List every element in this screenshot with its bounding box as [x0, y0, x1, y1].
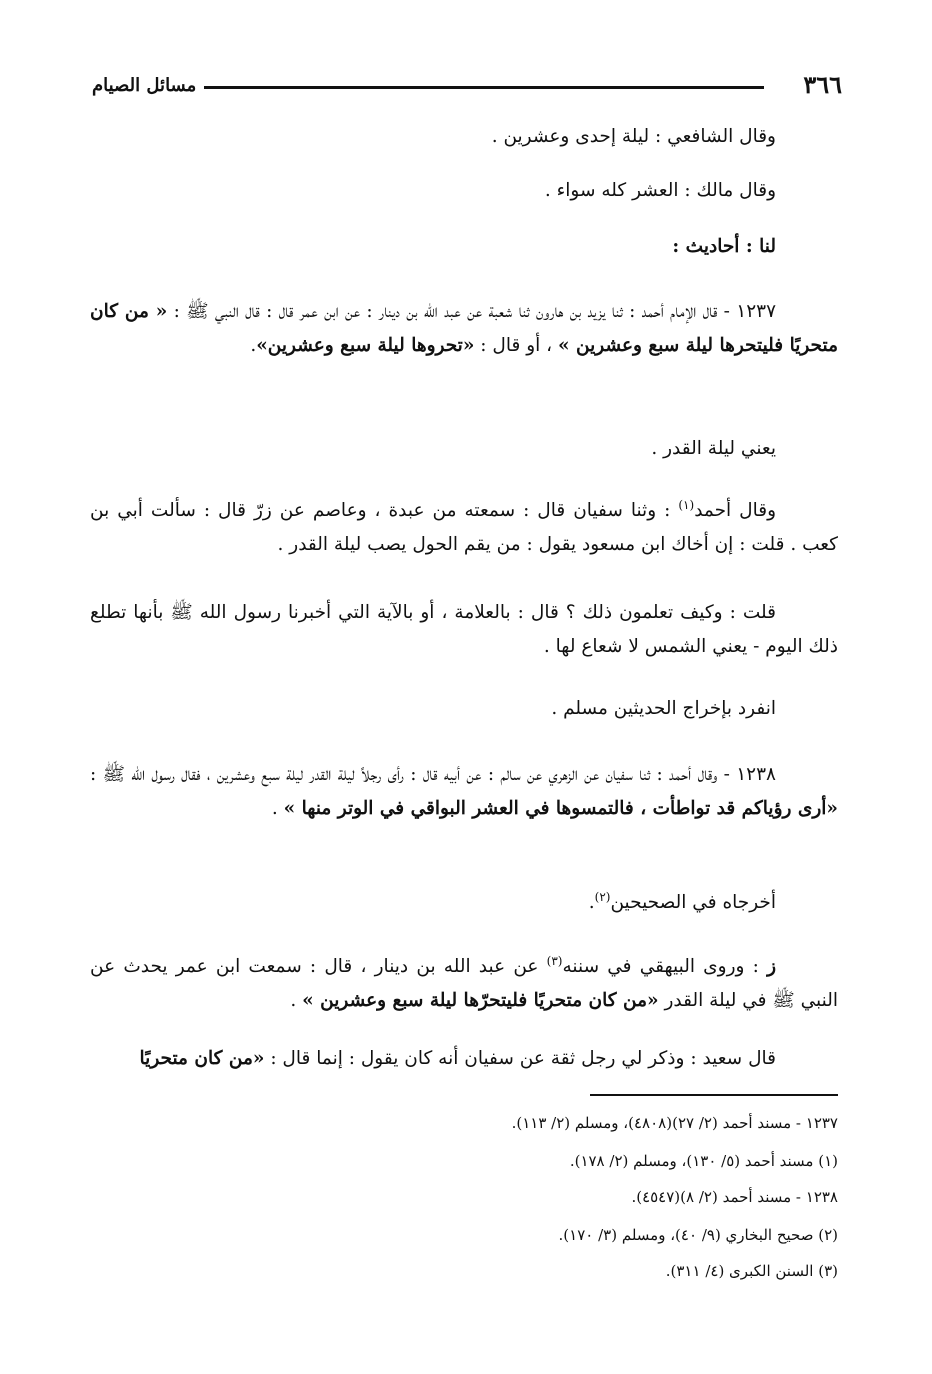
footnote-ref: (٢): [594, 889, 611, 904]
running-header: [92, 70, 842, 104]
hadith-quote: «من كان متحريًا فليتحرّها ليلة سبع وعشرين »: [302, 990, 659, 1011]
paragraph-text: وقال أحمد: [694, 500, 777, 521]
footnote-1237: [300, 1112, 838, 1134]
hadith-1237: [90, 295, 838, 363]
paragraph-bayhaqi: [90, 950, 838, 1018]
addition-mark: ز: [767, 956, 777, 977]
paragraph-text: قلت : وكيف تعلمون ذلك ؟ قال : بالعلامة ، أو بالآية التي أخبرنا رسول الله ﷺ بأنها تطلع ذلك اليوم - يعني الشمس لا شعاع لها .: [90, 602, 838, 657]
hadith-quote: «تحروها ليلة سبع وعشرين»: [256, 335, 475, 356]
paragraph-text: : وثنا سفيان قال : سمعته من عبدة ، وعاصم عن زرّ قال : سألت أبي بن كعب . قلت : إن أخاك ابن مسعود يقول : من يقم الحول يصب ليلة القدر .: [90, 500, 838, 555]
footnote-3: [300, 1260, 838, 1282]
paragraph-text: لنا : أحاديث :: [672, 236, 776, 257]
paragraph-text: انفرد بإخراج الحديثين مسلم .: [551, 698, 776, 719]
paragraph-said: [90, 1042, 838, 1076]
footnote-1: [300, 1150, 838, 1172]
paragraph-sahihayn: [90, 886, 838, 920]
footnote-text: (١) مسند أحمد (٥/ ١٣٠)، ومسلم (٢/ ١٧٨).: [569, 1152, 838, 1170]
paragraph-text: يعني ليلة القدر .: [651, 438, 776, 459]
footnote-ref: (٣): [546, 953, 563, 968]
hadith-1238: [90, 758, 838, 826]
footnote-ref: (١): [678, 497, 695, 512]
page-number: ٣٦٦: [803, 70, 842, 99]
paragraph-text: وقال الشافعي : ليلة إحدى وعشرين .: [491, 126, 776, 147]
paragraph-muslim: [90, 692, 838, 726]
footnote-separator: [590, 1094, 838, 1096]
hadith-text: .: [250, 335, 257, 356]
footnote-2: [300, 1224, 838, 1246]
hadith-text: ١٢٣٧ - قال الإمام أحمد : ثنا يزيد بن هارون ثنا شعبة عن عبد الله بن دينار : عن ابن عمر قال : قال النبي ﷺ :: [167, 301, 777, 322]
hadith-quote: «من كان متحريًا: [139, 1048, 265, 1069]
paragraph-shafii: [90, 120, 838, 154]
footnote-text: ١٢٣٨ - مسند أحمد (٢/ ٨)(٤٥٤٧).: [631, 1188, 838, 1206]
paragraph-text: وقال مالك : العشر كله سواء .: [544, 180, 776, 201]
paragraph-laylat-alqadr: [90, 432, 838, 466]
footnote-text: (٣) السنن الكبرى (٤/ ٣١١).: [665, 1262, 838, 1280]
paragraph-malik: [90, 174, 838, 208]
hadith-quote: «أرى رؤياكم قد تواطأت ، فالتمسوها في العشر البواقي في الوتر منها »: [283, 798, 838, 819]
hadith-quote: « من كان متحريًا فليتحرها ليلة سبع وعشرين »: [90, 301, 838, 356]
hadith-text: ١٢٣٨ - وقال أحمد : ثنا سفيان عن الزهري عن سالم : عن أبيه قال : رأى رجلاً ليلة القدر ليلة سبع وعشرين ، فقال رسول الله ﷺ :: [90, 764, 776, 785]
hadith-text: .: [271, 798, 284, 819]
paragraph-text: .: [290, 990, 303, 1011]
paragraph-alamah: [90, 596, 838, 664]
header-rule: [204, 86, 764, 89]
paragraph-text: .: [588, 892, 595, 913]
paragraph-text: عن عبد الله بن دينار ، قال : سمعت ابن عمر يحدث عن النبي ﷺ في ليلة القدر: [90, 956, 838, 1011]
footnote-text: ١٢٣٧ - مسند أحمد (٢/ ٢٧)(٤٨٠٨)، ومسلم (٢/ ١١٣).: [511, 1114, 838, 1132]
paragraph-lana-ahadith: [90, 230, 838, 264]
footnote-text: (٢) صحيح البخاري (٩/ ٤٠)، ومسلم (٣/ ١٧٠).: [558, 1226, 838, 1244]
hadith-text: ، أو قال :: [474, 335, 559, 356]
paragraph-ahmad-sufyan: [90, 494, 838, 562]
paragraph-text: قال سعيد : وذكر لي رجل ثقة عن سفيان أنه كان يقول : إنما قال :: [264, 1048, 776, 1069]
footnote-1238: [300, 1186, 838, 1208]
paragraph-text: : وروى البيهقي في سننه: [562, 956, 768, 977]
chapter-title: مسائل الصيام: [92, 75, 197, 96]
paragraph-text: أخرجاه في الصحيحين: [610, 892, 776, 913]
